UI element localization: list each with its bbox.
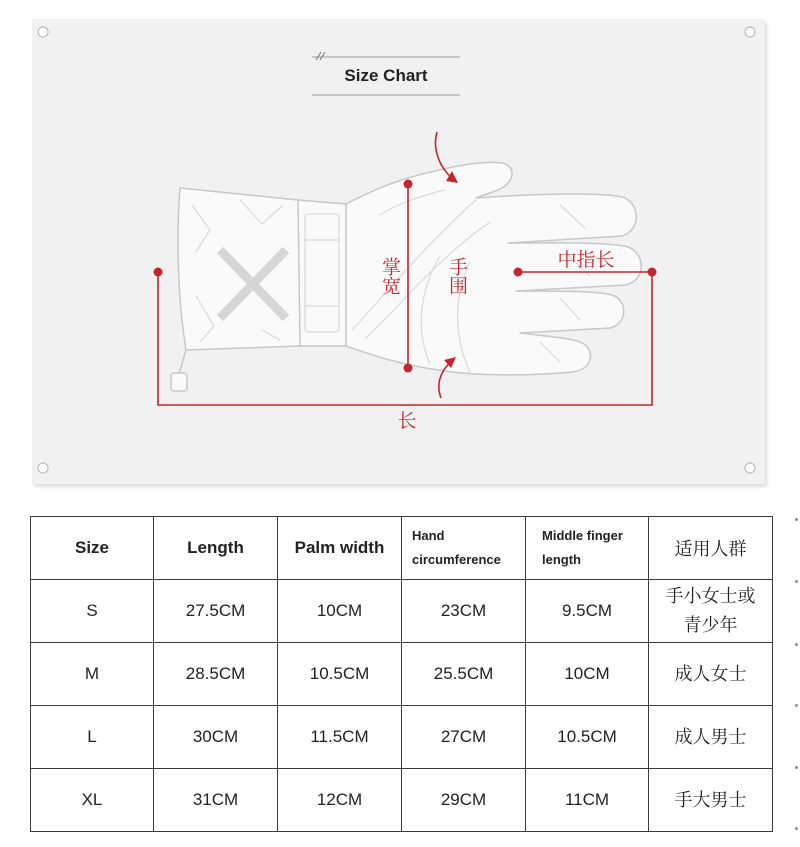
cell-length: 31CM (154, 769, 278, 832)
table-header-row (31, 517, 773, 580)
grommet-hole (38, 463, 48, 473)
cell-middle-finger-length: 9.5CM (526, 580, 649, 643)
cell-length: 28.5CM (154, 643, 278, 706)
cell-middle-finger-length: 10CM (526, 643, 649, 706)
size-table (30, 516, 773, 832)
table-row (31, 769, 773, 832)
edge-mark (795, 827, 798, 830)
header-middle-finger-length: Middle finger length (526, 517, 649, 580)
grommet-hole (38, 27, 48, 37)
table-row (31, 580, 773, 643)
label-hand-circumference: 手围 (446, 257, 467, 295)
header-palm-width: Palm width (278, 517, 402, 580)
edge-mark (795, 518, 798, 521)
grommet-hole (745, 27, 755, 37)
label-length: 长 (397, 411, 417, 432)
grommet-hole (745, 463, 755, 473)
cell-suitable-for: 成人男士 (649, 706, 773, 769)
table-row (31, 706, 773, 769)
page-title: Size Chart (344, 66, 428, 85)
cell-size: M (31, 643, 154, 706)
cell-middle-finger-length: 11CM (526, 769, 649, 832)
cell-palm-width: 10.5CM (278, 643, 402, 706)
edge-mark (795, 643, 798, 646)
header-hand-circumference: Hand circumference (402, 517, 526, 580)
cell-hand-circumference: 23CM (402, 580, 526, 643)
label-palm-width: 掌宽 (379, 257, 400, 295)
cell-suitable-for: 手小女士或青少年 (649, 580, 773, 643)
glove-sketch-icon (171, 162, 641, 391)
cell-suitable-for: 手大男士 (649, 769, 773, 832)
header-length: Length (154, 517, 278, 580)
table-row (31, 643, 773, 706)
cell-hand-circumference: 29CM (402, 769, 526, 832)
header-size: Size (31, 517, 154, 580)
cell-hand-circumference: 25.5CM (402, 643, 526, 706)
cell-length: 27.5CM (154, 580, 278, 643)
label-middle-finger-length: 中指长 (557, 250, 615, 271)
edge-mark (795, 704, 798, 707)
cell-size: S (31, 580, 154, 643)
edge-mark (795, 580, 798, 583)
cell-suitable-for: 成人女士 (649, 643, 773, 706)
cell-palm-width: 11.5CM (278, 706, 402, 769)
cell-palm-width: 12CM (278, 769, 402, 832)
cell-middle-finger-length: 10.5CM (526, 706, 649, 769)
edge-mark (795, 766, 798, 769)
cell-length: 30CM (154, 706, 278, 769)
cell-palm-width: 10CM (278, 580, 402, 643)
cell-size: L (31, 706, 154, 769)
cell-size: XL (31, 769, 154, 832)
header-suitable-for: 适用人群 (649, 517, 773, 580)
cell-hand-circumference: 27CM (402, 706, 526, 769)
